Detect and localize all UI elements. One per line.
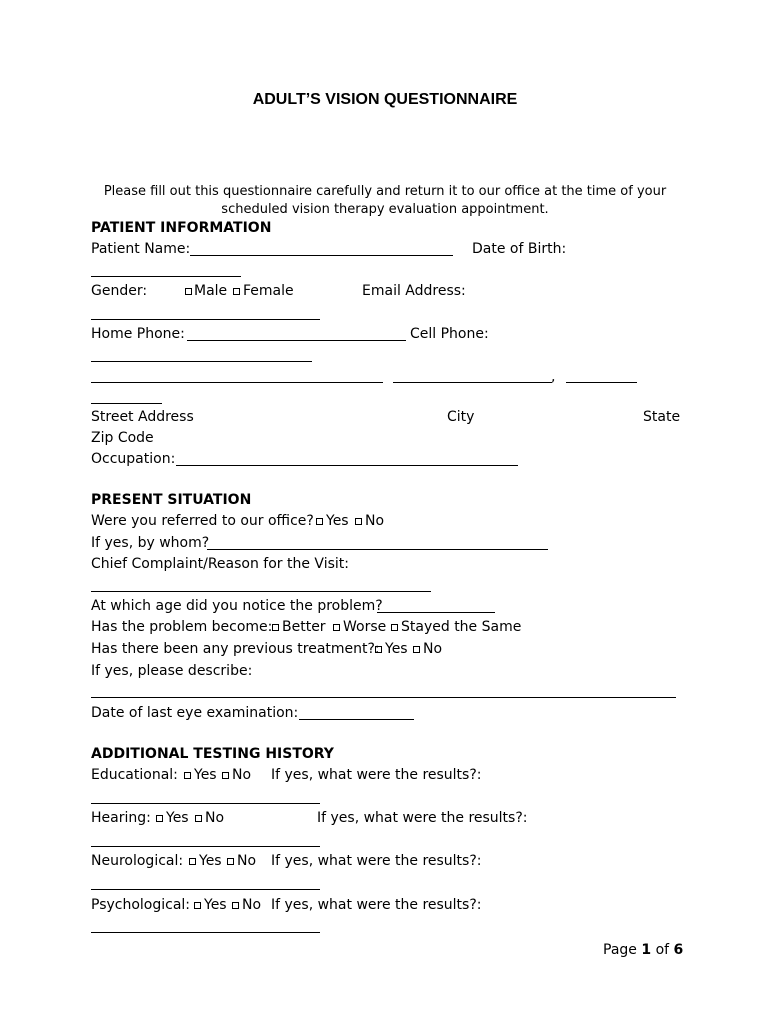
- email-label: Email Address:: [362, 283, 466, 299]
- page-current: 1: [641, 942, 652, 958]
- state-field[interactable]: [566, 382, 637, 383]
- referred-label: Were you referred to our office?: [91, 513, 314, 529]
- educational-yes-checkbox[interactable]: [184, 772, 191, 779]
- neurological-label: Neurological:: [91, 853, 184, 869]
- occupation-field[interactable]: [176, 465, 518, 466]
- hearing-no-checkbox[interactable]: [195, 815, 202, 822]
- neurological-results-label: If yes, what were the results?:: [271, 853, 482, 869]
- hearing-yes-label: Yes: [166, 810, 189, 826]
- same-checkbox[interactable]: [391, 624, 398, 631]
- complaint-field[interactable]: [91, 591, 431, 592]
- referred-no-label: No: [365, 513, 385, 529]
- male-label: Male: [194, 283, 228, 299]
- age-noticed-field[interactable]: [377, 612, 495, 613]
- treatment-yes-checkbox[interactable]: [375, 646, 382, 653]
- hearing-yes-checkbox[interactable]: [156, 815, 163, 822]
- worse-label: Worse: [343, 619, 387, 635]
- patient-info-heading: PATIENT INFORMATION: [91, 220, 272, 236]
- cell-phone-field[interactable]: [91, 361, 312, 362]
- street-field[interactable]: [91, 382, 383, 383]
- hearing-label: Hearing:: [91, 810, 151, 826]
- female-label: Female: [243, 283, 294, 299]
- neurological-no-label: No: [237, 853, 257, 869]
- hearing-no-label: No: [205, 810, 225, 826]
- educational-label: Educational:: [91, 767, 178, 783]
- better-checkbox[interactable]: [272, 624, 279, 631]
- psychological-no-checkbox[interactable]: [232, 902, 239, 909]
- hearing-results-label: If yes, what were the results?:: [317, 810, 528, 826]
- last-exam-label: Date of last eye examination:: [91, 705, 299, 721]
- intro-line-2: scheduled vision therapy evaluation appointment.: [221, 202, 549, 217]
- page-number: [603, 942, 683, 959]
- home-phone-label: Home Phone:: [91, 326, 185, 342]
- better-label: Better: [282, 619, 326, 635]
- present-situation-heading: PRESENT SITUATION: [91, 492, 252, 508]
- patient-name-field[interactable]: [190, 255, 453, 256]
- psychological-no-label: No: [242, 897, 262, 913]
- educational-no-checkbox[interactable]: [222, 772, 229, 779]
- page-title: ADULT’S VISION QUESTIONNAIRE: [252, 91, 518, 108]
- of-word: of: [655, 942, 670, 958]
- city-field[interactable]: [393, 382, 552, 383]
- city-label: City: [447, 409, 475, 425]
- zip-field[interactable]: [91, 403, 162, 404]
- age-noticed-label: At which age did you notice the problem?: [91, 598, 383, 614]
- dob-field[interactable]: [91, 276, 241, 277]
- educational-no-label: No: [232, 767, 252, 783]
- referred-yes-label: Yes: [326, 513, 349, 529]
- worse-checkbox[interactable]: [333, 624, 340, 631]
- problem-become-label: Has the problem become:: [91, 619, 273, 635]
- male-checkbox[interactable]: [185, 288, 192, 295]
- page-total: 6: [673, 942, 684, 958]
- zip-code-label: Zip Code: [91, 430, 154, 446]
- testing-history-heading: ADDITIONAL TESTING HISTORY: [91, 746, 334, 762]
- intro-line-1: Please fill out this questionnaire carefully and return it to our office at the time of your: [103, 184, 667, 199]
- referred-no-checkbox[interactable]: [355, 518, 362, 525]
- describe-label: If yes, please describe:: [91, 663, 253, 679]
- educational-results-field[interactable]: [91, 803, 320, 804]
- last-exam-field[interactable]: [299, 719, 414, 720]
- educational-yes-label: Yes: [194, 767, 217, 783]
- psychological-results-label: If yes, what were the results?:: [271, 897, 482, 913]
- treatment-no-checkbox[interactable]: [413, 646, 420, 653]
- email-field[interactable]: [91, 319, 320, 320]
- by-whom-label: If yes, by whom?: [91, 535, 210, 551]
- treatment-label: Has there been any previous treatment?:: [91, 641, 380, 657]
- street-address-label: Street Address: [91, 409, 194, 425]
- referred-yes-checkbox[interactable]: [316, 518, 323, 525]
- occupation-label: Occupation:: [91, 451, 176, 467]
- patient-name-label: Patient Name:: [91, 241, 191, 257]
- address-comma: ,: [551, 369, 556, 385]
- complaint-label: Chief Complaint/Reason for the Visit:: [91, 556, 349, 572]
- treatment-no-label: No: [423, 641, 443, 657]
- describe-field[interactable]: [91, 697, 676, 698]
- hearing-results-field[interactable]: [91, 846, 320, 847]
- same-label: Stayed the Same: [401, 619, 522, 635]
- educational-results-label: If yes, what were the results?:: [271, 767, 482, 783]
- dob-label: Date of Birth:: [472, 241, 567, 257]
- psychological-yes-label: Yes: [204, 897, 227, 913]
- by-whom-field[interactable]: [207, 549, 548, 550]
- treatment-yes-label: Yes: [385, 641, 408, 657]
- neurological-yes-checkbox[interactable]: [189, 858, 196, 865]
- psychological-results-field[interactable]: [91, 932, 320, 933]
- neurological-no-checkbox[interactable]: [227, 858, 234, 865]
- state-label: State: [643, 409, 681, 425]
- psychological-label: Psychological:: [91, 897, 191, 913]
- home-phone-field[interactable]: [187, 340, 406, 341]
- neurological-yes-label: Yes: [199, 853, 222, 869]
- female-checkbox[interactable]: [233, 288, 240, 295]
- page-word: Page: [603, 942, 637, 958]
- neurological-results-field[interactable]: [91, 889, 320, 890]
- psychological-yes-checkbox[interactable]: [194, 902, 201, 909]
- gender-label: Gender:: [91, 283, 148, 299]
- cell-phone-label: Cell Phone:: [410, 326, 489, 342]
